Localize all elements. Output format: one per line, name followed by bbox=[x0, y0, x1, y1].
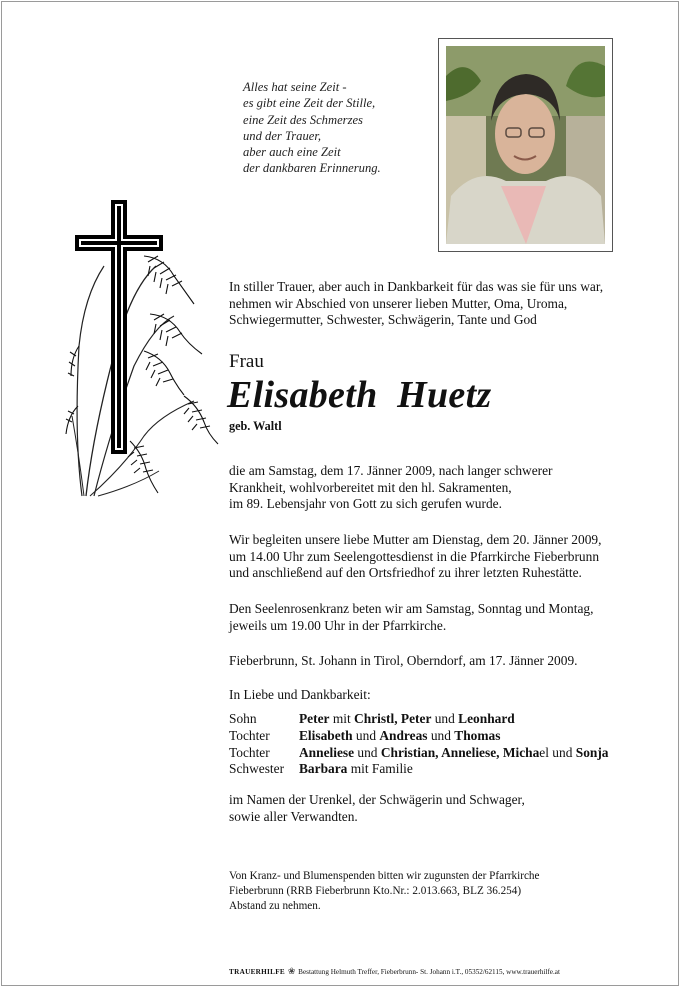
donation-line: Abstand zu nehmen. bbox=[229, 900, 321, 913]
death-paragraph bbox=[229, 463, 553, 513]
family-connector: und bbox=[354, 744, 381, 760]
family-connector: el und bbox=[539, 744, 576, 760]
donation-line: Von Kranz- und Blumenspenden bitten wir zugunsten der Pfarrkirche bbox=[229, 870, 540, 882]
place-date: Fieberbrunn, St. Johann in Tirol, Oberndorf, am 17. Jänner 2009. bbox=[229, 653, 578, 668]
family-member-name: Sonja bbox=[575, 744, 609, 760]
deceased-name: Elisabeth Huetz bbox=[227, 374, 492, 416]
family-connector: und bbox=[352, 727, 380, 743]
poem bbox=[243, 79, 381, 177]
footer-brand: TRAUERHILFE bbox=[229, 968, 286, 976]
funeral-paragraph bbox=[229, 532, 601, 582]
maiden-name: geb. Waltl bbox=[229, 419, 282, 433]
death-line: die am Samstag, dem 17. Jänner 2009, nach langer schwerer bbox=[229, 463, 553, 478]
poem-line: eine Zeit des Schmerzes bbox=[243, 112, 363, 127]
portrait-image bbox=[446, 46, 605, 244]
family-connector: mit bbox=[329, 711, 355, 726]
family-member-name: Christl, Peter bbox=[354, 711, 432, 726]
poem-line: aber auch eine Zeit bbox=[243, 145, 341, 160]
rosary-paragraph bbox=[229, 601, 593, 634]
relatives-line: sowie aller Verwandten. bbox=[229, 808, 358, 824]
intro-line: nehmen wir Abschied von unserer lieben Mutter, Oma, Uroma, bbox=[229, 295, 568, 311]
family-relation: Tochter bbox=[229, 727, 270, 743]
family-member-name: Thomas bbox=[454, 727, 501, 743]
family-member-name: Elisabeth bbox=[299, 727, 353, 743]
family-member-name: Anneliese bbox=[299, 744, 355, 760]
family-connector: und bbox=[431, 711, 459, 726]
family-member-name: Peter bbox=[299, 711, 330, 726]
funeral-line: und anschließend auf den Ortsfriedhof zu ihrer letzten Ruhestätte. bbox=[229, 565, 582, 581]
family-member-name: Barbara bbox=[299, 761, 348, 777]
family-member-name: Christian, Anneliese, Micha bbox=[380, 744, 540, 760]
rosary-line: jeweils um 19.00 Uhr in der Pfarrkirche. bbox=[229, 617, 447, 633]
portrait-photo bbox=[438, 38, 613, 252]
poem-line: der dankbaren Erinnerung. bbox=[243, 161, 381, 176]
cross-with-wheat-icon bbox=[64, 196, 224, 506]
poem-line: Alles hat seine Zeit - bbox=[243, 80, 347, 94]
family-member-name: Andreas bbox=[379, 727, 428, 743]
death-line: im 89. Lebensjahr von Gott zu sich gerufen wurde. bbox=[229, 496, 502, 512]
footer bbox=[229, 966, 560, 977]
funeral-line: Wir begleiten unsere liebe Mutter am Dienstag, dem 20. Jänner 2009, bbox=[229, 532, 602, 547]
relatives-line: im Namen der Urenkel, der Schwägerin und Schwager, bbox=[229, 792, 525, 807]
family-relation: Tochter bbox=[229, 744, 270, 760]
intro-line: Schwiegermutter, Schwester, Schwägerin, Tante und God bbox=[229, 312, 537, 328]
death-line: Krankheit, wohlvorbereitet mit den hl. Sakramenten, bbox=[229, 479, 512, 495]
relatives-paragraph bbox=[229, 792, 525, 825]
family-relation: Sohn bbox=[229, 711, 257, 726]
salutation: Frau bbox=[229, 351, 264, 372]
family-row bbox=[229, 711, 609, 728]
family-row bbox=[229, 745, 609, 762]
family-row bbox=[229, 761, 609, 778]
donation-notice bbox=[229, 869, 539, 915]
poem-line: es gibt eine Zeit der Stille, bbox=[243, 96, 376, 111]
intro-line: In stiller Trauer, aber auch in Dankbarkeit für das was sie für uns war, bbox=[229, 279, 604, 294]
footer-text: Bestattung Helmuth Treffer, Fieberbrunn- St. Johann i.T., 05352/62115, www.trauerhilfe.at bbox=[298, 968, 560, 976]
donation-line: Fieberbrunn (RRB Fieberbrunn Kto.Nr.: 2.013.663, BLZ 36.254) bbox=[229, 885, 522, 898]
family-list bbox=[229, 711, 609, 778]
family-relation: Schwester bbox=[229, 761, 285, 777]
family-connector: mit Familie bbox=[347, 761, 413, 777]
poem-line: und der Trauer, bbox=[243, 128, 322, 143]
rosary-line: Den Seelenrosenkranz beten wir am Samstag, Sonntag und Montag, bbox=[229, 601, 594, 616]
intro-paragraph bbox=[229, 279, 603, 329]
closing-line: In Liebe und Dankbarkeit: bbox=[229, 687, 371, 702]
family-row bbox=[229, 728, 609, 745]
funeral-line: um 14.00 Uhr zum Seelengottesdienst in die Pfarrkirche Fieberbrunn bbox=[229, 548, 600, 564]
family-connector: und bbox=[427, 727, 455, 743]
family-member-name: Leonhard bbox=[458, 711, 515, 726]
leaf-icon: ❀ bbox=[287, 966, 296, 976]
